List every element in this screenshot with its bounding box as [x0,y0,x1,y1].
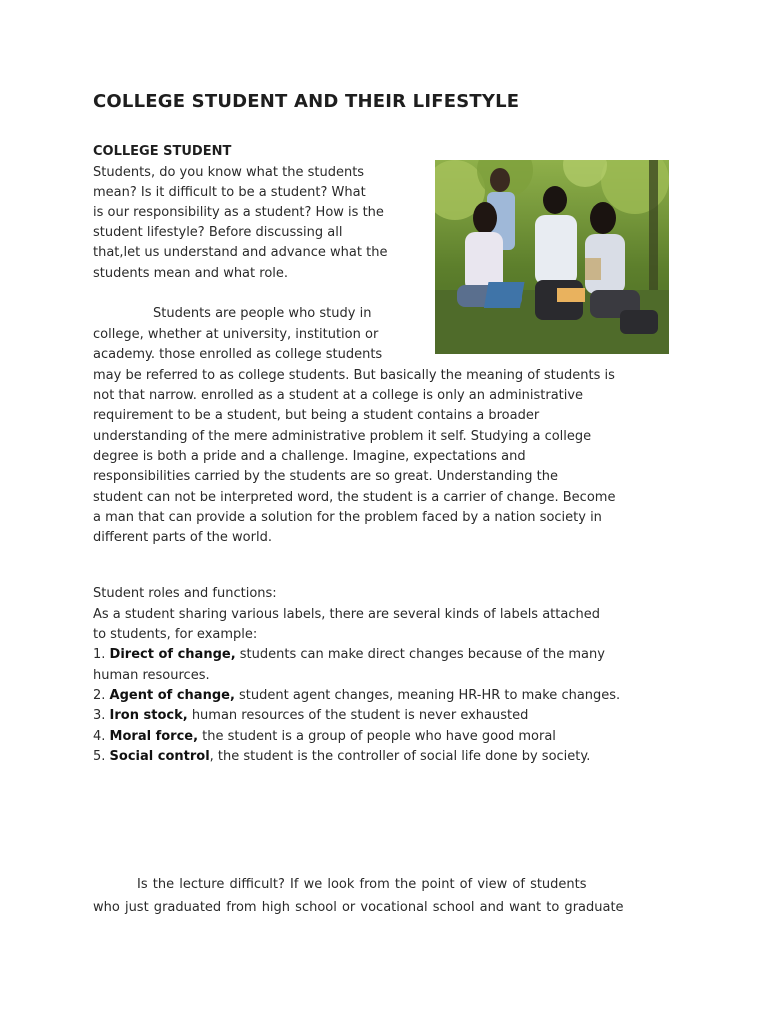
role-text: the student is a group of people who have good moral [198,729,556,744]
intro-line: Students, do you know what the students [93,165,365,180]
role-number: 2. [93,688,106,703]
role-item [93,727,556,747]
document-title: COLLEGE STUDENT AND THEIR LIFESTYLE [93,91,520,112]
role-number: 5. [93,749,106,764]
para2-line: college, whether at university, institution or [93,327,379,342]
students-photo-illustration [435,160,669,354]
role-item [93,706,528,726]
role-item [93,747,590,767]
role-term: Direct of change, [109,647,236,662]
para2-line: responsibilities carried by the students are so great. Understanding the [93,469,558,484]
para2-line: Students are people who study in [153,306,372,321]
para2-line: different parts of the world. [93,530,272,545]
role-term: Agent of change, [109,688,235,703]
role-item [93,645,605,665]
role-text: student agent changes, meaning HR-HR to make changes. [234,688,621,703]
role-item-continuation: human resources. [93,668,210,683]
students-photo [435,160,669,354]
role-term: Moral force, [109,729,199,744]
roles-intro-line: As a student sharing various labels, there are several kinds of labels attached [93,607,600,622]
closing-line: who just graduated from high school or vocational school and want to graduate [93,900,624,915]
role-text: , the student is the controller of social life done by society. [209,749,591,764]
intro-line: students mean and what role. [93,266,289,281]
role-number: 3. [93,708,106,723]
intro-line: that,let us understand and advance what the [93,245,388,260]
para2-line: not that narrow. enrolled as a student at a college is only an administrative [93,388,584,403]
intro-line: is our responsibility as a student? How is the [93,205,384,220]
roles-intro-line: to students, for example: [93,627,258,642]
roles-heading: Student roles and functions: [93,586,277,601]
role-item [93,686,620,706]
role-number: 4. [93,729,106,744]
para2-line: may be referred to as college students. But basically the meaning of students is [93,368,615,383]
role-text: human resources of the student is never exhausted [187,708,529,723]
role-text: students can make direct changes because of the many [235,647,605,662]
para2-line: degree is both a pride and a challenge. Imagine, expectations and [93,449,526,464]
para2-line: requirement to be a student, but being a student contains a broader [93,408,540,423]
section-heading: COLLEGE STUDENT [93,144,232,159]
role-term: Social control [109,749,210,764]
intro-line: student lifestyle? Before discussing all [93,225,343,240]
para2-line: understanding of the mere administrative problem it self. Studying a college [93,429,592,444]
closing-line: Is the lecture difficult? If we look from the point of view of students [137,877,587,892]
role-number: 1. [93,647,106,662]
para2-line: a man that can provide a solution for the problem faced by a nation society in [93,510,602,525]
intro-line: mean? Is it difficult to be a student? What [93,185,366,200]
para2-line: academy. those enrolled as college students [93,347,383,362]
para2-line: student can not be interpreted word, the student is a carrier of change. Become [93,490,616,505]
role-term: Iron stock, [109,708,188,723]
